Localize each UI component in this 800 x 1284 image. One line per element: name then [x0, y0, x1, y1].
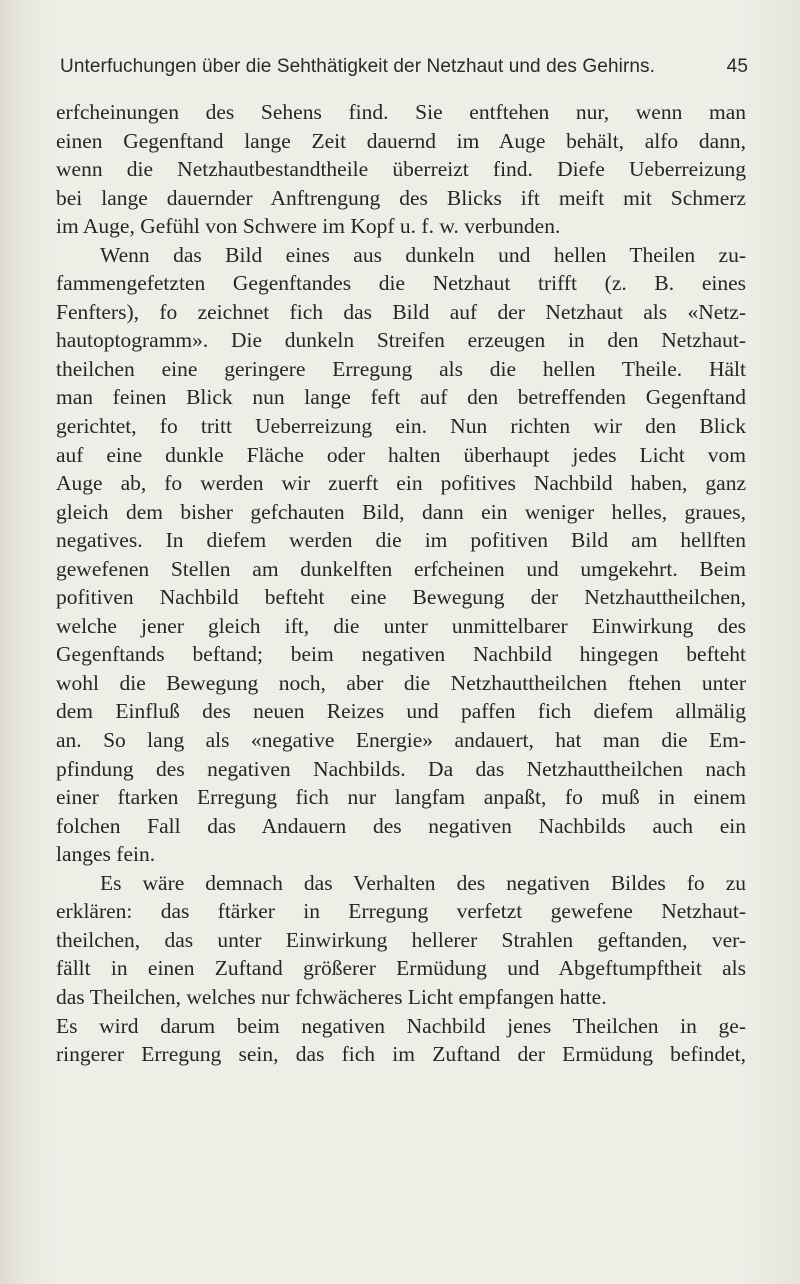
text-line: gleich dem bisher gefchauten Bild, dann ein weniger helles, graues, [56, 499, 746, 524]
text-line: ringerer Erregung sein, das fich im Zuftand der Ermüdung befindet, [56, 1042, 746, 1067]
text-line: im Auge, Gefühl von Schwere im Kopf u. f. w. verbunden. [56, 214, 561, 239]
text-line: fammengefetzten Gegenftandes die Netzhaut trifft (z. B. eines [56, 271, 746, 296]
text-line: pfindung des negativen Nachbilds. Da das Netzhauttheilchen nach [56, 756, 746, 781]
text-line: welche jener gleich ift, die unter unmittelbarer Einwirkung des [56, 613, 746, 638]
text-line: pofitiven Nachbild befteht eine Bewegung der Netzhauttheilchen, [56, 585, 746, 610]
text-line: erklären: das ftärker in Erregung verfetzt gewefene Netzhaut- [56, 899, 746, 924]
text-line: fällt in einen Zuftand größerer Ermüdung und Abgeftumpftheit als [56, 956, 746, 981]
text-line: einen Gegenftand lange Zeit dauernd im Auge behält, alfo dann, [56, 128, 746, 153]
page-number: 45 [726, 56, 748, 77]
text-line: Auge ab, fo werden wir zuerft ein pofitives Nachbild haben, ganz [56, 471, 746, 496]
text-line: bei lange dauernder Anftrengung des Blicks ift meift mit Schmerz [56, 185, 746, 210]
text-line: hautoptogramm». Die dunkeln Streifen erzeugen in den Netzhaut- [56, 328, 746, 353]
text-line: auf eine dunkle Fläche oder halten überhaupt jedes Licht vom [56, 442, 746, 467]
text-line: dem Einfluß des neuen Reizes und paffen fich diefem allmälig [56, 699, 746, 724]
text-line: erfcheinungen des Sehens find. Sie entftehen nur, wenn man [56, 100, 746, 124]
body-text [56, 98, 746, 1069]
text-line: an. So lang als «negative Energie» andauert, hat man die Em- [56, 728, 746, 753]
text-line: das Theilchen, welches nur fchwächeres Licht empfangen hatte. [56, 984, 607, 1009]
text-line: man feinen Blick nun lange feft auf den betreffenden Gegenftand [56, 385, 746, 410]
text-line: wenn die Netzhautbestandtheile überreizt find. Diefe Ueberreizung [56, 157, 746, 182]
text-line: Es wäre demnach das Verhalten des negativen Bildes fo zu [100, 870, 746, 895]
text-line: negatives. In diefem werden die im pofitiven Bild am hellften [56, 528, 746, 553]
text-line: folchen Fall das Andauern des negativen Nachbilds auch ein [56, 813, 746, 838]
text-line: Fenfters), fo zeichnet fich das Bild auf der Netzhaut als «Netz- [56, 299, 746, 324]
running-title: Unterfuchungen über die Sehthätigkeit der Netzhaut und des Gehirns. [60, 56, 656, 77]
text-line: Es wird darum beim negativen Nachbild jenes Theilchen in ge- [56, 1013, 746, 1038]
text-line: wohl die Bewegung noch, aber die Netzhauttheilchen ftehen unter [56, 670, 746, 695]
text-line: Gegenftands beftand; beim negativen Nachbild hingegen befteht [56, 642, 746, 667]
text-line: theilchen, das unter Einwirkung hellerer Strahlen geftanden, ver- [56, 927, 746, 952]
text-line: theilchen eine geringere Erregung als die hellen Theile. Hält [56, 356, 746, 381]
text-line: langes fein. [56, 842, 156, 867]
text-line: Wenn das Bild eines aus dunkeln und hellen Theilen zu- [100, 242, 746, 267]
text-line: einer ftarken Erregung fich nur langfam anpaßt, fo muß in einem [56, 785, 746, 810]
text-line: gerichtet, fo tritt Ueberreizung ein. Nun richten wir den Blick [56, 414, 746, 439]
text-line: gewefenen Stellen am dunkelften erfcheinen und umgekehrt. Beim [56, 556, 746, 581]
running-header [60, 56, 760, 90]
